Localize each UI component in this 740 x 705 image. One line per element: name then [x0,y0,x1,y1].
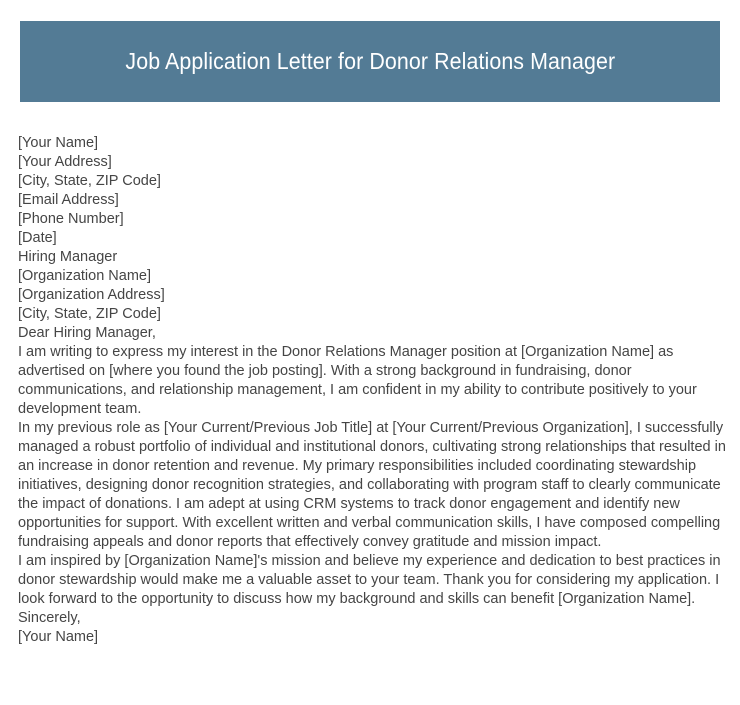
letter-paragraph-3: I am inspired by [Organization Name]'s mission and believe my experience and dedication to best practices in donor stewardship would make me a valuable asset to your team. Thank you for considering my application. I look forward to the opportunity to discuss how my background and skills can benefit [Organization Name]. [18,552,721,607]
sender-line-address: [Your Address] [18,153,112,170]
sender-line-phone: [Phone Number] [18,210,124,227]
letter-paragraph-1: I am writing to express my interest in the Donor Relations Manager position at [Organization Name] as advertised on [where you found the job posting]. With a strong background in fundraising, donor communications, and relationship management, I am confident in my ability to contribute positively to your development team. [18,343,697,417]
signature-line: [Your Name] [18,628,99,645]
sender-line-city: [City, State, ZIP Code] [18,172,161,189]
recipient-line-org: [Organization Name] [18,267,152,284]
sender-line-name: [Your Name] [18,134,99,151]
closing-line: Sincerely, [18,609,81,626]
document-header-banner [20,21,720,102]
recipient-line-title: Hiring Manager [18,248,118,265]
recipient-line-city: [City, State, ZIP Code] [18,305,161,322]
letter-body [18,133,724,646]
salutation: Dear Hiring Manager, [18,324,156,341]
sender-line-email: [Email Address] [18,191,119,208]
sender-line-date: [Date] [18,229,57,246]
page-title: Job Application Letter for Donor Relations Manager [125,48,615,74]
recipient-line-address: [Organization Address] [18,286,165,303]
letter-paragraph-2: In my previous role as [Your Current/Previous Job Title] at [Your Current/Previous Organization], I successfully managed a robust portfolio of individual and institutional donors, cultivating strong relationships that resulted in an increase in donor retention and revenue. My primary responsibilities included coordinating stewardship initiatives, designing donor recognition strategies, and collaborating with program staff to clearly communicate the impact of donations. I am adept at using CRM systems to track donor engagement and identify new opportunities for support. With excellent written and verbal communication skills, I have composed compelling fundraising appeals and donor reports that effectively convey gratitude and mission impact. [18,419,726,550]
